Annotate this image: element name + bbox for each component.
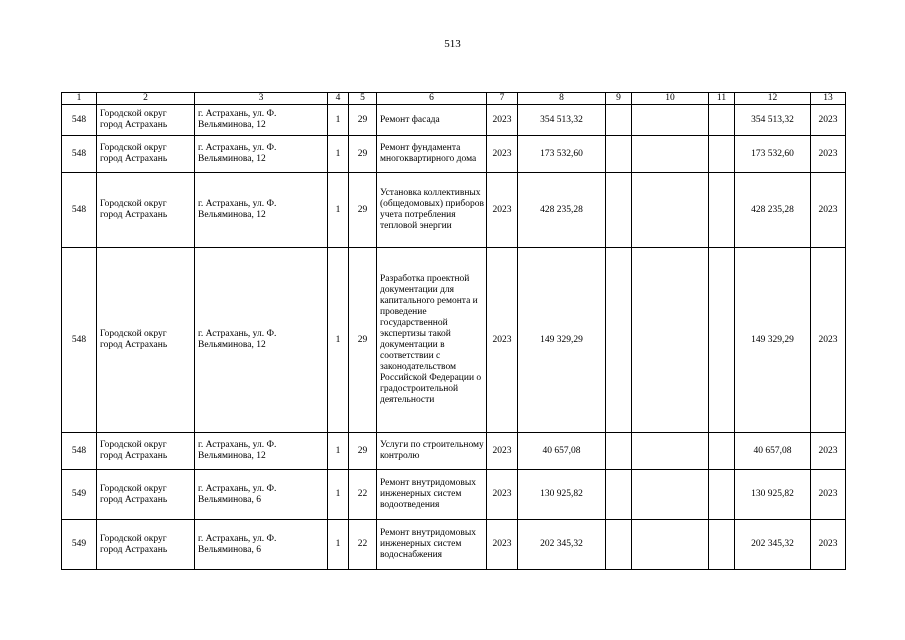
cost: 354 513,32 <box>518 105 606 136</box>
column-number: 2 <box>97 93 195 105</box>
address: г. Астрахань, ул. Ф. Вельяминова, 12 <box>195 173 328 248</box>
col-11-value <box>709 105 735 136</box>
object-number: 548 <box>62 173 97 248</box>
completion-year: 2023 <box>811 136 846 173</box>
column-number: 10 <box>632 93 709 105</box>
col-4-value: 1 <box>328 470 349 520</box>
col-9-value <box>606 173 632 248</box>
col-4-value: 1 <box>328 433 349 470</box>
col-10-value <box>632 470 709 520</box>
col-11-value <box>709 470 735 520</box>
address: г. Астрахань, ул. Ф. Вельяминова, 12 <box>195 433 328 470</box>
column-number: 9 <box>606 93 632 105</box>
total-cost: 428 235,28 <box>735 173 811 248</box>
cost: 40 657,08 <box>518 433 606 470</box>
column-number: 3 <box>195 93 328 105</box>
col-5-value: 22 <box>349 520 377 570</box>
column-number: 4 <box>328 93 349 105</box>
municipality: Городской округ город Астрахань <box>97 248 195 433</box>
col-4-value: 1 <box>328 105 349 136</box>
col-4-value: 1 <box>328 248 349 433</box>
object-number: 548 <box>62 248 97 433</box>
year: 2023 <box>487 173 518 248</box>
col-4-value: 1 <box>328 173 349 248</box>
work-type: Ремонт фасада <box>377 105 487 136</box>
col-4-value: 1 <box>328 520 349 570</box>
address: г. Астрахань, ул. Ф. Вельяминова, 12 <box>195 105 328 136</box>
column-number-row <box>62 93 846 105</box>
column-number: 1 <box>62 93 97 105</box>
work-type: Ремонт внутридомовых инженерных систем водоотведения <box>377 470 487 520</box>
year: 2023 <box>487 470 518 520</box>
col-9-value <box>606 470 632 520</box>
column-number: 7 <box>487 93 518 105</box>
address: г. Астрахань, ул. Ф. Вельяминова, 12 <box>195 248 328 433</box>
table-row <box>62 470 846 520</box>
address: г. Астрахань, ул. Ф. Вельяминова, 6 <box>195 470 328 520</box>
col-10-value <box>632 173 709 248</box>
object-number: 549 <box>62 520 97 570</box>
column-number: 6 <box>377 93 487 105</box>
year: 2023 <box>487 520 518 570</box>
col-5-value: 22 <box>349 470 377 520</box>
total-cost: 354 513,32 <box>735 105 811 136</box>
year: 2023 <box>487 248 518 433</box>
table-row <box>62 105 846 136</box>
column-number: 12 <box>735 93 811 105</box>
work-type: Ремонт фундамента многоквартирного дома <box>377 136 487 173</box>
col-10-value <box>632 433 709 470</box>
municipality: Городской округ город Астрахань <box>97 173 195 248</box>
col-4-value: 1 <box>328 136 349 173</box>
col-5-value: 29 <box>349 248 377 433</box>
work-type: Установка коллективных (общедомовых) приборов учета потребления тепловой энергии <box>377 173 487 248</box>
col-11-value <box>709 248 735 433</box>
table-row <box>62 520 846 570</box>
col-5-value: 29 <box>349 105 377 136</box>
municipality: Городской округ город Астрахань <box>97 433 195 470</box>
col-10-value <box>632 248 709 433</box>
total-cost: 202 345,32 <box>735 520 811 570</box>
municipality: Городской округ город Астрахань <box>97 520 195 570</box>
completion-year: 2023 <box>811 105 846 136</box>
col-10-value <box>632 136 709 173</box>
table-row <box>62 248 846 433</box>
col-11-value <box>709 136 735 173</box>
total-cost: 40 657,08 <box>735 433 811 470</box>
col-9-value <box>606 520 632 570</box>
work-type: Услуги по строительному контролю <box>377 433 487 470</box>
year: 2023 <box>487 433 518 470</box>
year: 2023 <box>487 105 518 136</box>
page-number: 513 <box>444 38 461 50</box>
col-11-value <box>709 173 735 248</box>
municipality: Городской округ город Астрахань <box>97 470 195 520</box>
col-5-value: 29 <box>349 433 377 470</box>
col-5-value: 29 <box>349 136 377 173</box>
table-row <box>62 433 846 470</box>
object-number: 548 <box>62 105 97 136</box>
cost: 130 925,82 <box>518 470 606 520</box>
col-5-value: 29 <box>349 173 377 248</box>
municipality: Городской округ город Астрахань <box>97 105 195 136</box>
address: г. Астрахань, ул. Ф. Вельяминова, 6 <box>195 520 328 570</box>
col-9-value <box>606 248 632 433</box>
column-number: 13 <box>811 93 846 105</box>
work-type: Разработка проектной документации для капитального ремонта и проведение государственной экспертизы такой документации в соответствии с законодательством Российской Федерации о градостроительной деятельности <box>377 248 487 433</box>
cost: 173 532,60 <box>518 136 606 173</box>
address: г. Астрахань, ул. Ф. Вельяминова, 12 <box>195 136 328 173</box>
col-9-value <box>606 433 632 470</box>
object-number: 549 <box>62 470 97 520</box>
table-row <box>62 173 846 248</box>
cost: 428 235,28 <box>518 173 606 248</box>
col-9-value <box>606 136 632 173</box>
completion-year: 2023 <box>811 248 846 433</box>
total-cost: 130 925,82 <box>735 470 811 520</box>
col-9-value <box>606 105 632 136</box>
cost: 202 345,32 <box>518 520 606 570</box>
repair-schedule-table <box>61 92 846 570</box>
completion-year: 2023 <box>811 520 846 570</box>
municipality: Городской округ город Астрахань <box>97 136 195 173</box>
col-11-value <box>709 433 735 470</box>
col-10-value <box>632 105 709 136</box>
total-cost: 149 329,29 <box>735 248 811 433</box>
object-number: 548 <box>62 136 97 173</box>
year: 2023 <box>487 136 518 173</box>
column-number: 11 <box>709 93 735 105</box>
column-number: 5 <box>349 93 377 105</box>
work-type: Ремонт внутридомовых инженерных систем водоснабжения <box>377 520 487 570</box>
object-number: 548 <box>62 433 97 470</box>
column-number: 8 <box>518 93 606 105</box>
col-11-value <box>709 520 735 570</box>
completion-year: 2023 <box>811 433 846 470</box>
cost: 149 329,29 <box>518 248 606 433</box>
completion-year: 2023 <box>811 470 846 520</box>
completion-year: 2023 <box>811 173 846 248</box>
total-cost: 173 532,60 <box>735 136 811 173</box>
col-10-value <box>632 520 709 570</box>
table-row <box>62 136 846 173</box>
